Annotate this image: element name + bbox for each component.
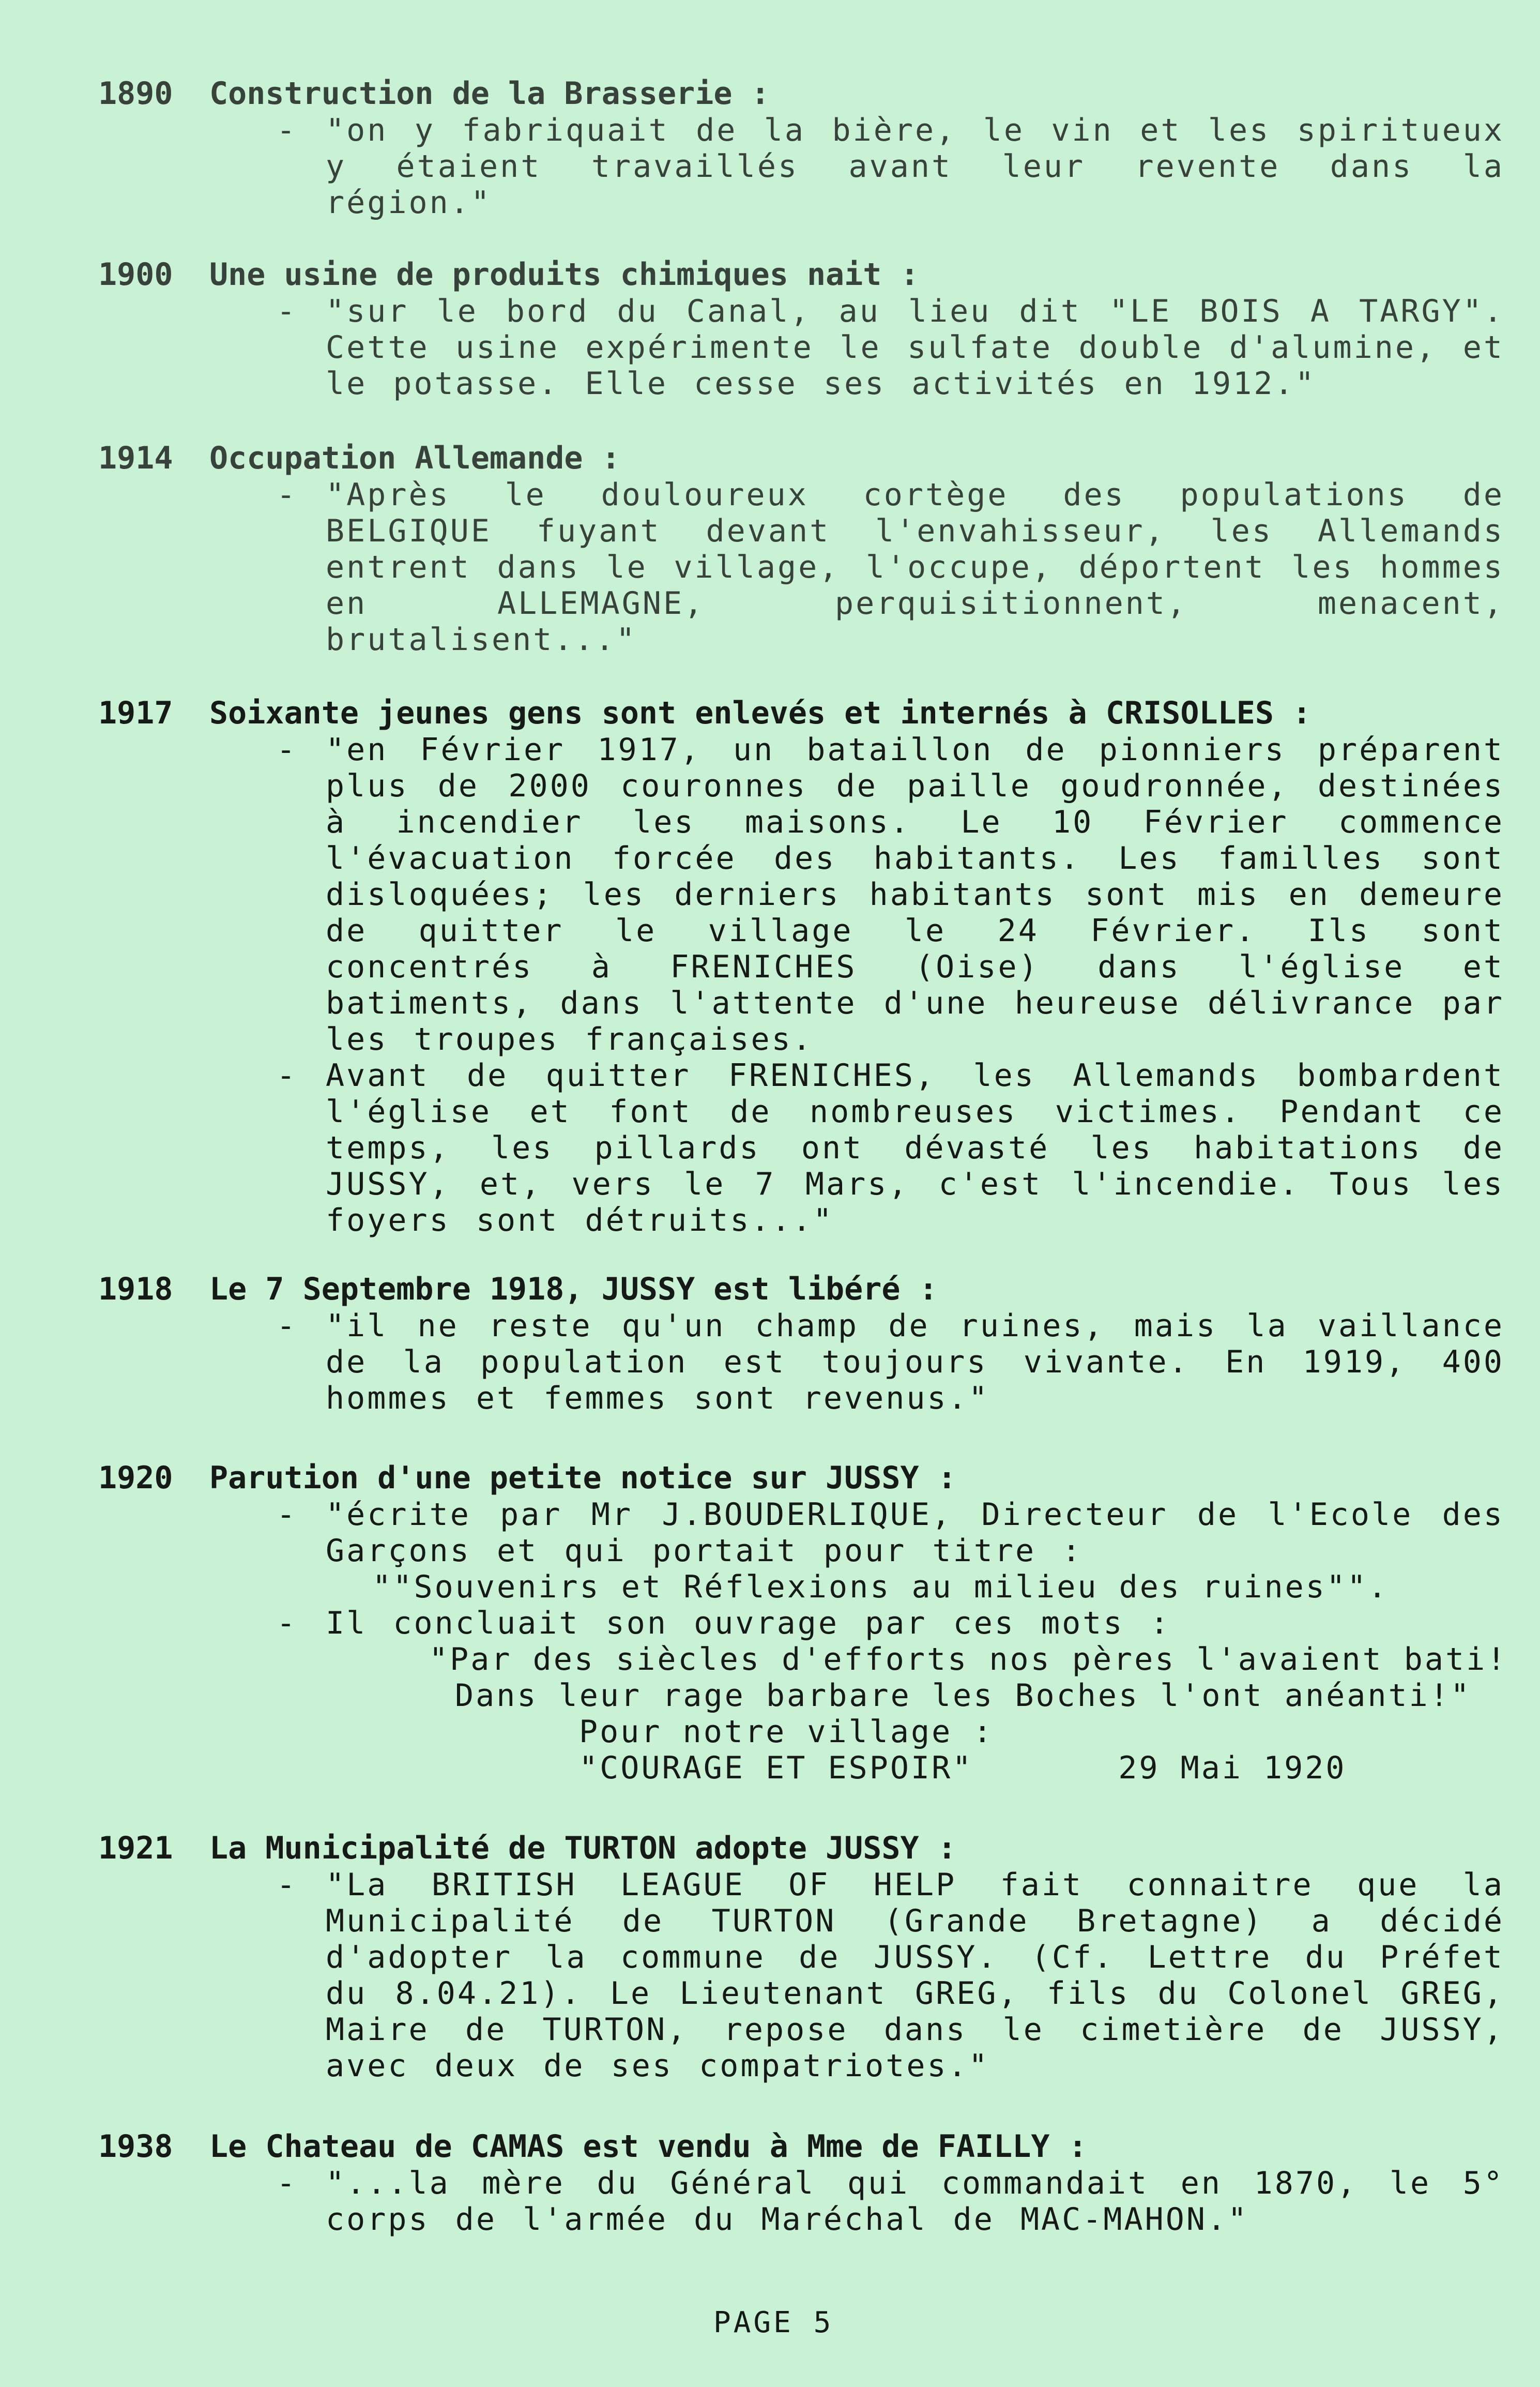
paragraph-text: "il ne reste qu'un champ de ruines, mais la vaillance de la population est toujours vivante. En 1919, 400 hommes et femmes sont revenus."	[326, 1308, 1504, 1416]
entry-paragraph	[98, 293, 1525, 402]
paragraph-text: "...la mère du Général qui commandait en 1870, le 5° corps de l'armée du Maréchal de MAC-MAHON."	[326, 2165, 1504, 2238]
list-dash: -	[277, 477, 296, 513]
list-dash: -	[277, 1497, 296, 1533]
entry-year: 1921	[98, 1830, 173, 1866]
entry-title: Occupation Allemande :	[209, 440, 620, 476]
entry-year: 1914	[98, 440, 173, 476]
paragraph-text: "on y fabriquait de la bière, le vin et les spiritueux y étaient travaillés avant leur revente dans la région."	[326, 112, 1504, 221]
entry-heading	[98, 694, 1525, 732]
list-dash: -	[277, 1867, 296, 1903]
entry-year: 1900	[98, 256, 173, 293]
poem-line: Dans leur rage barbare les Boches l'ont anéanti!"	[455, 1678, 1472, 1714]
paragraph-text: "sur le bord du Canal, au lieu dit "LE BOIS A TARGY". Cette usine expérimente le sulfate double d'alumine, et le potasse. Elle cesse ses activités en 1912."	[326, 293, 1504, 402]
paragraph-text: Il concluait son ouvrage par ces mots :	[326, 1605, 1171, 1641]
paragraph-text: "écrite par Mr J.BOUDERLIQUE, Directeur de l'Ecole des Garçons et qui portait pour titre :	[326, 1497, 1504, 1569]
list-dash: -	[277, 1605, 296, 1641]
entry-title: Le 7 Septembre 1918, JUSSY est libéré :	[209, 1271, 938, 1307]
entry-paragraph	[98, 1867, 1525, 2084]
entry-paragraph	[98, 1057, 1525, 1238]
entry-year: 1918	[98, 1271, 173, 1307]
list-dash: -	[277, 112, 296, 148]
entry-paragraph	[98, 1308, 1525, 1416]
entry-paragraph	[98, 732, 1525, 1057]
entry-heading	[98, 75, 1525, 112]
entry-title: Une usine de produits chimiques nait :	[209, 256, 919, 293]
paragraph-text: "La BRITISH LEAGUE OF HELP fait connaitre que la Municipalité de TURTON (Grande Bretagne) a décidé d'adopter la commune de JUSSY. (Cf. Lettre du Préfet du 8.04.21). Le Lieutenant GREG, fils du Colonel GREG, Maire de TURTON, repose dans le cimetière de JUSSY, avec deux de ses compatriotes."	[326, 1867, 1504, 2084]
entry-1914	[98, 440, 1525, 658]
quoted-title: ""Souvenirs et Réflexions au milieu des ruines"".	[331, 1569, 1389, 1605]
entry-1890	[98, 75, 1525, 221]
entry-heading	[98, 1459, 1525, 1497]
paragraph-text: "en Février 1917, un bataillon de pionniers préparent plus de 2000 couronnes de paille goudronnée, destinées à incendier les maisons. Le 10 Février commence l'évacuation forcée des habitants. Les familles sont disloquées; les derniers habitants sont mis en demeure de quitter le village le 24 Février. Ils sont concentrés à FRENICHES (Oise) dans l'église et batiments, dans l'attente d'une heureuse délivrance par les troupes françaises.	[326, 732, 1504, 1057]
entry-title: La Municipalité de TURTON adopte JUSSY :	[209, 1830, 956, 1866]
entry-1917	[98, 694, 1525, 1238]
list-dash: -	[277, 1308, 296, 1344]
entry-heading	[98, 1830, 1525, 1867]
entry-year: 1917	[98, 695, 173, 731]
entry-paragraph	[98, 112, 1525, 221]
entry-1918	[98, 1271, 1525, 1416]
entry-paragraph	[98, 2165, 1525, 2238]
list-dash: -	[277, 293, 296, 329]
entry-1938	[98, 2128, 1525, 2238]
poem-line: "Par des siècles d'efforts nos pères l'avaient bati!	[429, 1641, 1508, 1678]
entry-1921	[98, 1830, 1525, 2084]
list-dash: -	[277, 1057, 296, 1094]
entry-heading	[98, 1271, 1525, 1308]
poem-line: Pour notre village :	[579, 1714, 994, 1750]
page-number: PAGE 5	[713, 2306, 834, 2339]
entry-heading	[98, 440, 1525, 477]
entry-title: Parution d'une petite notice sur JUSSY :	[209, 1460, 956, 1496]
entry-title: Construction de la Brasserie :	[209, 75, 770, 112]
entry-year: 1890	[98, 75, 173, 112]
entry-title: Soixante jeunes gens sont enlevés et internés à CRISOLLES :	[209, 695, 1312, 731]
entry-paragraph	[98, 1497, 1525, 1569]
poem-line: "COURAGE ET ESPOIR" 29 Mai 1920	[579, 1750, 1347, 1786]
entry-1900	[98, 256, 1525, 402]
entry-year: 1938	[98, 2128, 173, 2165]
paragraph-text: Avant de quitter FRENICHES, les Allemands bombardent l'église et font de nombreuses victimes. Pendant ce temps, les pillards ont dévasté les habitations de JUSSY, et, vers le 7 Mars, c'est l'incendie. Tous les foyers sont détruits..."	[326, 1057, 1504, 1238]
paragraph-text: "Après le douloureux cortège des populations de BELGIQUE fuyant devant l'envahisseur, les Allemands entrent dans le village, l'occupe, déportent les hommes en ALLEMAGNE, perquisitionnent, menacent, brutalisent..."	[326, 477, 1504, 658]
entry-year: 1920	[98, 1460, 173, 1496]
entry-title: Le Chateau de CAMAS est vendu à Mme de FAILLY :	[209, 2128, 1087, 2165]
entry-paragraph	[98, 1605, 1525, 1641]
entry-heading	[98, 2128, 1525, 2165]
entry-heading	[98, 256, 1525, 293]
list-dash: -	[277, 732, 296, 768]
entry-paragraph	[98, 477, 1525, 658]
entry-1920	[98, 1459, 1525, 1786]
list-dash: -	[277, 2165, 296, 2201]
